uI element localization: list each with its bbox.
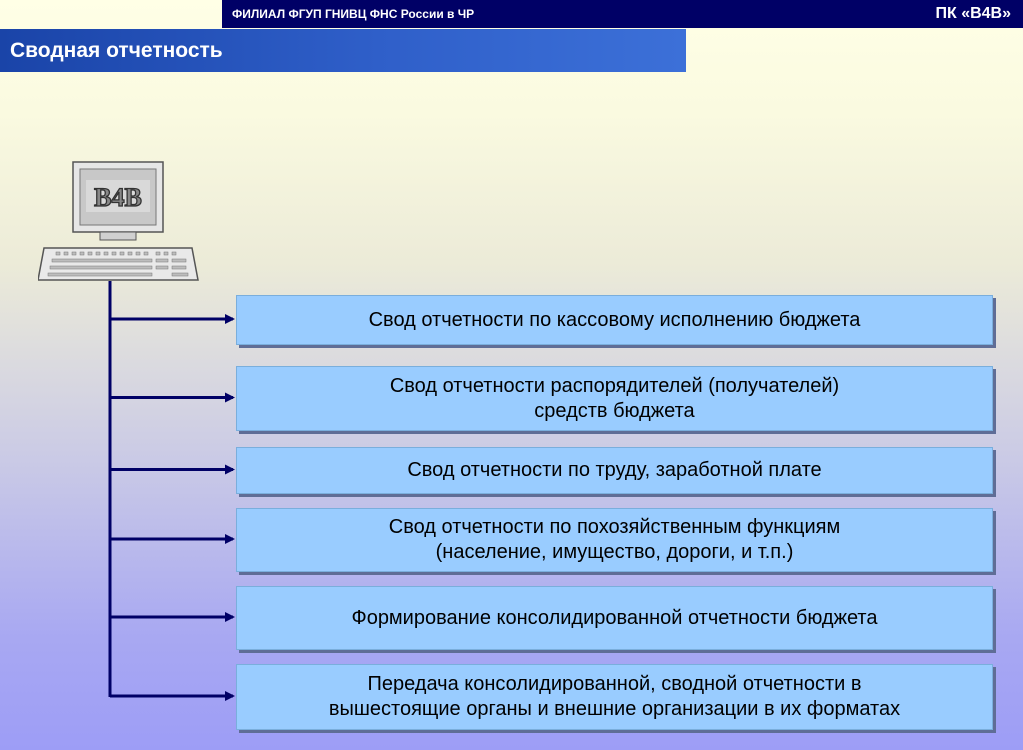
process-box <box>236 295 993 345</box>
process-box <box>236 366 993 431</box>
process-box-label: Передача консолидированной, сводной отчетности в вышестоящие органы и внешние организации в их форматах <box>328 673 901 720</box>
process-box-label: Свод отчетности по кассовому исполнению бюджета <box>368 308 861 331</box>
process-box <box>236 447 993 494</box>
process-box-label: Свод отчетности распорядителей (получателей) средств бюджета <box>389 374 840 422</box>
process-box <box>236 508 993 572</box>
process-box <box>236 664 993 730</box>
process-box-label: Свод отчетности по похозяйственным функциям (население, имущество, дороги, и т.п.) <box>388 516 841 563</box>
organization-name: ФИЛИАЛ ФГУП ГНИВЦ ФНС России в ЧР <box>232 7 475 21</box>
process-box <box>236 586 993 650</box>
page-title: Сводная отчетность <box>10 39 223 62</box>
process-box-label: Свод отчетности по труду, заработной плате <box>407 459 822 481</box>
process-box-label: Формирование консолидированной отчетности бюджета <box>351 606 878 629</box>
product-name: ПК «В4В» <box>935 5 1011 22</box>
computer-logo: B4B <box>94 183 142 212</box>
